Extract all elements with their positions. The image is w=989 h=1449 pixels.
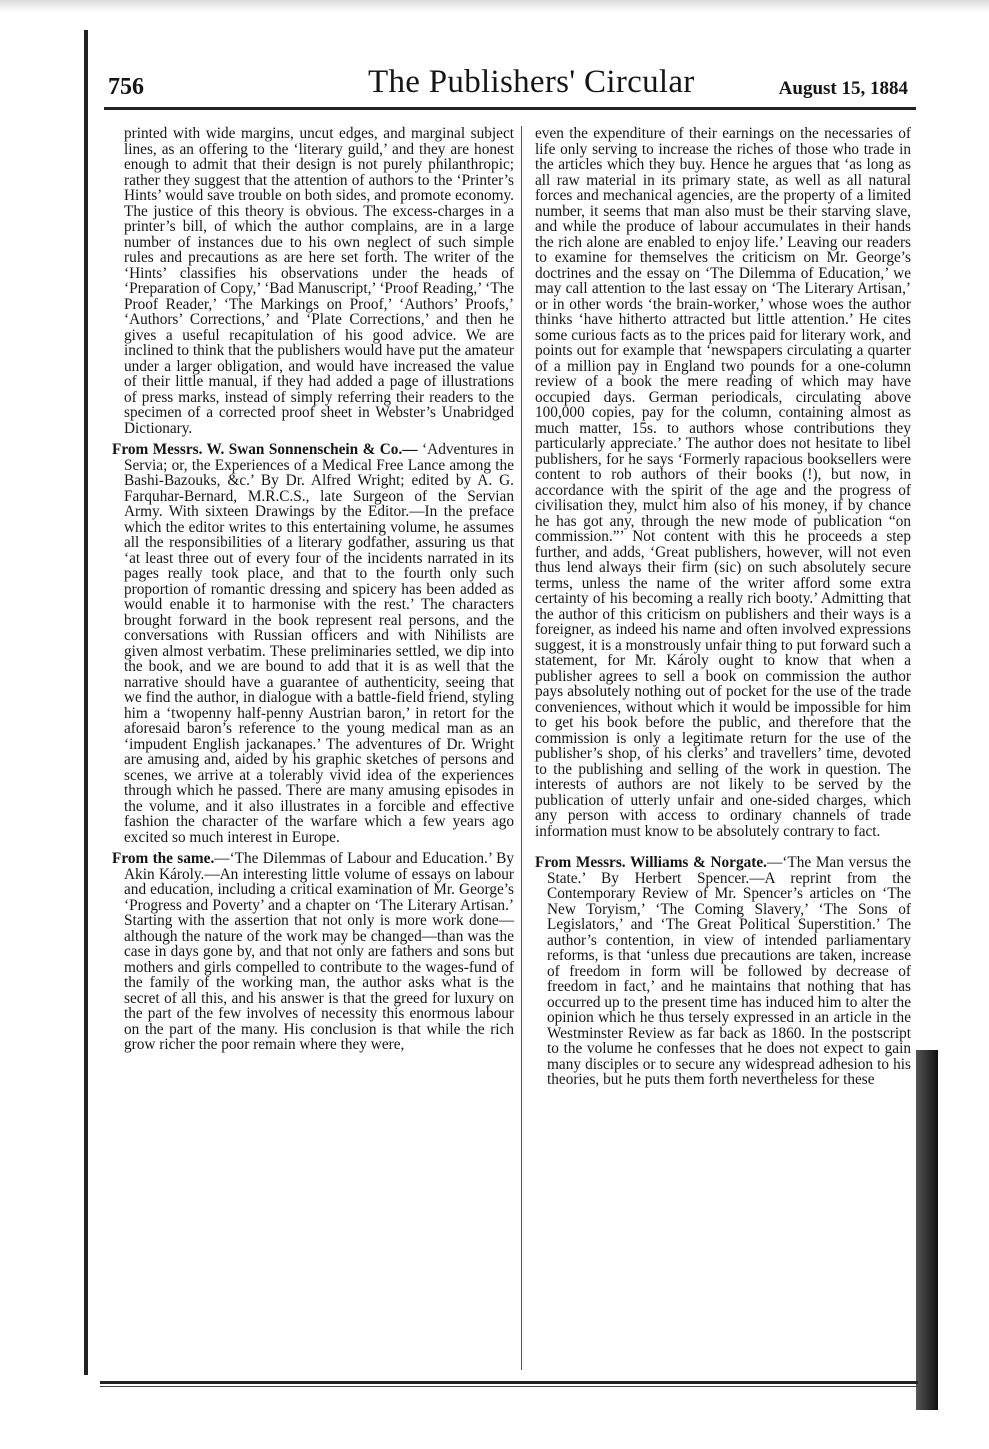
bottom-rule bbox=[100, 1381, 918, 1384]
notice-lead: From Messrs. W. Swan Sonnenschein & Co.— bbox=[112, 441, 418, 458]
notice-williams-norgate bbox=[535, 855, 911, 1088]
binding-edge-rule bbox=[84, 30, 88, 1375]
right-column bbox=[535, 126, 911, 1088]
page-number: 756 bbox=[108, 74, 144, 100]
notice-body: ‘Adventures in Servia; or, the Experiences of a Medical Free Lance among the Bashi-Bazouks, &c.’ By Dr. Alfred Wright; edited by A. G. Farquhar-Bernard, M.R.C.S., late Surgeon of the Servian Army. With sixteen Drawings by the Editor.—In the preface which the editor writes to this entertaining volume, he assumes all the responsibilities of a literary godfather, assuring us that ‘at least three out of every four of the incidents narrated in its pages really took place, and that to the fourth only such proportion of romantic dressing and spicery has been added as would enable it to harmonise with the rest.’ The characters brought forward in the book represent real persons, and the conversations with Russian officers and with Nihilists are given almost verbatim. These preliminaries settled, we dip into the book, and we are bound to add that it is as well that the narrative should have a guarantee of authenticity, seeing that we find the author, in dialogue with a battle-field friend, styling him a ‘twopenny half-penny Austrian baron,’ in retort for the aforesaid baron’s reference to the young medical man as an ‘impudent English jackanapes.’ The adventures of Dr. Wright are amusing and, aided by his graphic sketches of persons and scenes, we arrive at a tolerably vivid idea of the experiences through which he passed. There are many amusing episodes in the volume, and it also illustrates in a forcible and effective fashion the character of the warfare which a few years ago excited so much interest in Europe. bbox=[124, 441, 514, 846]
page-edge-shadow bbox=[916, 1050, 938, 1410]
notice-same-publisher bbox=[112, 851, 514, 1053]
notice-body: —‘The Man versus the State.’ By Herbert Spencer.—A reprint from the Contemporary Review of Mr. Spencer’s articles on ‘The New Toryism,’ ‘The Coming Slavery,’ ‘The Sons of Legislators,’ and ‘The Great Political Superstition.’ The author’s contention, in view of intended parliamentary reforms, is that ‘unless due precautions are taken, increase of freedom in form will be followed by decrease of freedom in fact,’ and he maintains that nothing that has occurred up to the present time has induced him to alter the opinion which he thus tersely expressed in an article in the Westminster Review as far back as 1860. In the postscript to the volume he confesses that he does not expect to gain many disciples or to secure any widespread adhesion to his theories, but he puts them forth nevertheless for these bbox=[547, 854, 911, 1088]
left-column bbox=[112, 126, 514, 1053]
notice-lead: From Messrs. Williams & Norgate. bbox=[535, 854, 767, 871]
column-divider bbox=[521, 126, 522, 1370]
notice-sonnenschein bbox=[112, 442, 514, 845]
page-header bbox=[108, 64, 908, 108]
scan-edge bbox=[0, 0, 989, 12]
journal-title: The Publishers' Circular bbox=[368, 64, 695, 100]
continuation-paragraph: even the expenditure of their earnings on the necessaries of life only serving to increase the riches of those who trade in the articles which they buy. Hence he argues that ‘as long as all raw material in its primary state, as well as all natural forces and mechanical agencies, are the property of a limited number, it seems that man also must be their starving slave, and while the produce of labour accumulates in their hands the rich alone are enabled to enjoy life.’ Leaving our readers to examine for themselves the criticism on Mr. George’s doctrines and the essay on ‘The Dilemma of Education,’ we may call attention to the last essay on ‘The Literary Artisan,’ or in other words ‘the brain-worker,’ whose woes the author thinks ‘have hitherto attracted but little attention.’ He cites some curious facts as to the prices paid for literary work, and points out for example that ‘newspapers circulating a quarter of a million pay in England two pounds for a one-column review of a book the mere reading of which may have occupied days. German periodicals, circulating above 100,000 copies, pay for the column, containing almost as much matter, 15s. to authors whose contributions they particularly appreciate.’ The author does not hesitate to libel publishers, for he says ‘Formerly rapacious booksellers were content to rob authors of their books (!), but now, in accordance with the spirit of the age and the progress of civilisation they, mulct him also of his money, if by chance he has got any, through the new mode of publication “on commission.”’ Not content with this he proceeds a step further, and adds, ‘Great publishers, however, will not even thus lend always their firm (sic) on such absolutely secure terms, unless the name of the writer afford some extra certainty of his becoming a really rich booty.’ Admitting that the author of this criticism on publishers and their ways is a foreigner, as indeed his name and often involved expressions suggest, it is a monstrously unfair thing to put forward such a statement, for Mr. Károly ought to know that when a publisher agrees to sell a book on commission the author pays absolutely nothing out of pocket for the use of the trade conveniences, without which it would be impossible for him to get his book before the public, and therefore that the commission is only a legitimate return for the use of the publisher’s shop, of his clerks’ and travellers’ time, devoted to the publishing and selling of the work in question. The interests of authors are not likely to be served by the publication of utterly unfair and one-sided charges, which any person with access to ordinary channels of trade information must know to be absolutely contrary to fact. bbox=[535, 125, 911, 840]
bottom-rule-thin bbox=[100, 1386, 918, 1387]
notice-lead: From the same. bbox=[112, 850, 215, 867]
intro-paragraph: printed with wide margins, uncut edges, and marginal subject lines, as an offering to the ‘literary guild,’ and they are honest enough to admit that their design is not purely philanthropic; rather they suggest that the attention of authors to the ‘Printer’s Hints’ would save trouble on both sides, and promote economy. The justice of this theory is obvious. The excess-charges in a printer’s bill, of which the author complains, are in a large number of instances due to his own neglect of such simple rules and precautions as are here set forth. The writer of the ‘Hints’ classifies his observations under the heads of ‘Preparation of Copy,’ ‘Bad Manuscript,’ ‘Proof Reading,’ ‘The Proof Reader,’ ‘The Markings on Proof,’ ‘Authors’ Proofs,’ ‘Authors’ Corrections,’ and ‘Plate Corrections,’ and then he gives a useful recapitulation of his good advice. We are inclined to think that the publishers would have put the amateur under a larger obligation, and would have increased the value of their little manual, if they had added a page of illustrations of press marks, instead of simply referring their readers to the specimen of a corrected proof sheet in Webster’s Unabridged Dictionary. bbox=[124, 125, 514, 437]
header-rule bbox=[104, 107, 916, 110]
notice-body: —‘The Dilemmas of Labour and Education.’ By Akin Károly.—An interesting little volume of essays on labour and education, including a critical examination of Mr. George’s ‘Progress and Poverty’ and a chapter on ‘The Literary Artisan.’ Starting with the assertion that not only is more work done—although the nature of the work may be changed—than was the case in days gone by, and that not only are fathers and sons but mothers and girls compelled to contribute to the wages-fund of the family of the working man, the author asks what is the secret of all this, and his answer is that the greed for luxury on the part of the few involves of necessity this enormous labour on the part of the many. His conclusion is that while the rich grow richer the poor remain where they were, bbox=[124, 850, 514, 1053]
issue-date: August 15, 1884 bbox=[778, 78, 908, 99]
